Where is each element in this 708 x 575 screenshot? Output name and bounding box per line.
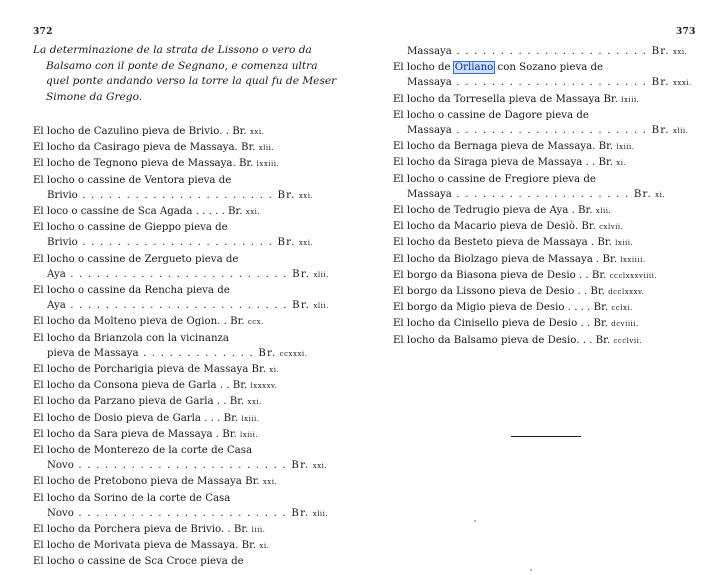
entry-cont-text: Aya [47, 268, 66, 280]
reference-number: ccxxxi. [279, 349, 308, 358]
entry-text: El locho da Consona pieva de Garla . . Br. [33, 380, 248, 392]
list-entry [393, 172, 693, 203]
list-entry [33, 283, 333, 314]
entry-text: El locho de [393, 62, 454, 74]
entry-line [393, 60, 693, 75]
entry-text: El locho de Porcharigia pieva de Massaya Br. [33, 364, 266, 376]
end-rule [511, 436, 581, 437]
reference-number: lxxxxv. [250, 382, 278, 391]
entry-line [33, 298, 333, 314]
reference-number: xxi. [247, 398, 262, 407]
list-entry [393, 252, 693, 268]
right-page-number: 373 [676, 27, 696, 37]
dot-leader: . . . . . . . . . . . . . . . . . . . . . . . . . Br. [65, 300, 311, 312]
reference-number: xi. [655, 190, 666, 199]
list-entry [393, 268, 693, 284]
list-entry [33, 378, 333, 394]
list-entry [393, 219, 693, 235]
entry-line [33, 474, 333, 490]
reference-number: xxi. [245, 208, 261, 217]
list-entry [33, 394, 333, 410]
list-entry [393, 333, 693, 349]
list-entry [33, 252, 333, 283]
reference-number: lxiii. [616, 143, 635, 152]
entry-line [393, 187, 693, 203]
entry-cont-text: Novo [47, 460, 74, 472]
entry-line [393, 108, 693, 123]
list-entry [393, 92, 693, 108]
list-entry [393, 284, 693, 300]
entry-text: El locho o cassine de Sca Croce pieva de [33, 556, 244, 568]
reference-number: xxi. [298, 239, 314, 248]
left-entry-list [33, 124, 333, 570]
entry-line [33, 204, 333, 220]
entry-text: El borgo da Migio pieva de Desio . . . . Br. [393, 302, 609, 314]
list-entry [393, 316, 693, 332]
dot-leader: . . . . . . . . . . . . . . . . . . . . . . Br. [451, 46, 670, 57]
entry-text: El locho o cassine de Ventora pieva de [33, 174, 232, 186]
reference-number: ccclvii. [613, 336, 643, 345]
entry-text: El locho de Dosio pieva de Garla . . . Br. [33, 412, 239, 424]
entry-line [393, 75, 693, 91]
entry-text: El locho da Cinisello pieva de Desio . . Br. [393, 318, 608, 330]
paper-speck [474, 520, 476, 522]
entry-text: El locho da Brianzola con la vicinanza [33, 332, 229, 344]
entry-text: El locho de Tegnono pieva de Massaya. Br. [33, 158, 254, 170]
entry-line [33, 443, 333, 458]
entry-line [33, 124, 333, 140]
entry-line [33, 140, 333, 156]
list-entry [33, 173, 333, 204]
entry-cont-text: pieva de Massaya [47, 347, 139, 359]
list-entry [393, 235, 693, 251]
list-entry [393, 108, 693, 139]
entry-text: El locho da Molteno pieva de Ogion. . Br. [33, 316, 245, 328]
entry-text: El locho da Sorino de la corte de Casa [33, 492, 231, 504]
entry-text: El locho o cassine da Rencha pieva de [33, 285, 230, 297]
entry-line [33, 554, 333, 569]
heading-line: La determinazione de la strata de Lissono o vero da [33, 44, 312, 56]
reference-number: xxi. [298, 191, 314, 200]
heading-line: Balsamo con il ponte de Segnano, e comenza ultra [46, 59, 318, 72]
reference-number: xi. [269, 366, 280, 375]
entry-text: El locho da Porchera pieva de Brivio. . Br. [33, 524, 249, 536]
list-entry [33, 140, 333, 156]
list-entry [393, 60, 693, 91]
entry-line [393, 252, 693, 268]
list-entry [33, 491, 333, 522]
heading-line: quel ponte andando verso la torre la qual fu de Meser [46, 75, 337, 87]
entry-line [33, 458, 333, 474]
reference-number: lxxiii. [256, 160, 280, 169]
reference-number: ccx. [247, 318, 264, 327]
entry-text: El locho da Macario pieva de Desiò. Br. [393, 221, 596, 233]
reference-number: lxxiiii. [620, 255, 646, 264]
reference-number: dcclxxxv. [608, 288, 645, 297]
entry-line [33, 411, 333, 427]
reference-number: xlii. [312, 509, 329, 518]
list-entry [33, 156, 333, 172]
list-entry [33, 204, 333, 220]
reference-number: xi. [259, 542, 270, 551]
entry-text: El borgo da Lissono pieva de Desio . . Br. [393, 286, 605, 298]
dot-leader: . . . . . . . . . . . . . . . . . . . . . . Br. [77, 237, 296, 249]
dot-leader: . . . . . . . . . . . . . Br. [138, 347, 277, 359]
dot-leader: . . . . . . . . . . . . . . . . . . . . . . . . Br. [73, 460, 310, 472]
entry-line [393, 333, 693, 349]
reference-number: liii. [251, 526, 266, 535]
list-entry [393, 139, 693, 155]
entry-text: El locho da Torresella pieva de Massaya Br. [393, 93, 619, 105]
entry-text: El locho o cassine de Dagore pieva de [393, 109, 589, 121]
entry-cont-text: Novo [47, 507, 74, 519]
reference-number: lxiii. [621, 95, 640, 104]
left-page-number: 372 [33, 27, 53, 37]
reference-number: cxlvii. [599, 223, 624, 232]
reference-number: xxxi. [672, 79, 692, 88]
entry-text: El loco o cassine de Sca Agada . . . . . Br. [33, 206, 243, 218]
dot-leader: . . . . . . . . . . . . . . . . . . . . Br. [451, 188, 652, 200]
dot-leader: . . . . . . . . . . . . . . . . . . . . . . . . Br. [73, 507, 310, 519]
reference-number: dcviiii. [611, 320, 639, 329]
list-entry [393, 44, 693, 60]
entry-line [33, 346, 333, 362]
list-entry [393, 203, 693, 219]
entry-line [393, 284, 693, 300]
entry-line [393, 92, 693, 108]
entry-line [33, 220, 333, 235]
entry-text: El locho da Sara pieva de Massaya . Br. [33, 428, 237, 440]
entry-line [33, 394, 333, 410]
entry-text: El locho de Tedrugio pieva de Aya . Br. [393, 205, 593, 217]
section-heading [33, 43, 338, 105]
entry-text: El locho de Pretobono pieva de Massaya Br. [33, 476, 260, 488]
reference-number: xi. [616, 159, 627, 168]
entry-line [33, 331, 333, 346]
entry-cont-text: Massaya [407, 125, 452, 137]
dot-leader: . . . . . . . . . . . . . . . . . . . . . . . . . Br. [65, 268, 311, 280]
reference-number: xlii. [313, 302, 329, 311]
entry-line [33, 491, 333, 506]
reference-number: xlii. [258, 144, 275, 153]
entry-line [33, 283, 333, 298]
list-entry [33, 331, 333, 362]
entry-text: El locho da Balsamo pieva de Desio. . . Br. [393, 334, 611, 346]
entry-line [33, 378, 333, 394]
entry-line [393, 316, 693, 332]
entry-line [33, 267, 333, 283]
entry-line [33, 314, 333, 330]
entry-text: El locho de Morivata pieva de Massaya. Br. [33, 540, 257, 552]
entry-line [393, 235, 693, 251]
reference-number: lxiii. [241, 414, 260, 423]
right-entry-list [393, 44, 693, 349]
list-entry [393, 300, 693, 316]
reference-number: xxi. [312, 462, 328, 471]
list-entry [33, 474, 333, 490]
heading-line: Simone da Grego. [46, 90, 143, 103]
reference-number: lxiii. [240, 430, 259, 439]
entry-cont-text: Brivio [47, 237, 78, 249]
reference-number: xlii. [313, 270, 329, 279]
reference-number: ccclxxxviiii. [609, 271, 658, 280]
list-entry [33, 220, 333, 251]
entry-text: El locho da Parzano pieva de Garla . . Br. [33, 396, 245, 408]
entry-text: El locho o cassine de Fregiore pieva de [393, 173, 596, 185]
entry-line [33, 252, 333, 267]
right-page [354, 0, 708, 575]
entry-text: El locho da Besteto pieva de Massaya . Br. [393, 237, 612, 249]
entry-line [33, 506, 333, 522]
entry-line [33, 522, 333, 538]
entry-cont-text: Aya [47, 300, 66, 312]
entry-text: El borgo da Biasona pieva de Desio . . Br. [393, 269, 607, 281]
list-entry [33, 427, 333, 443]
entry-line [33, 156, 333, 172]
list-entry [33, 554, 333, 569]
entry-text: El locho o cassine de Zergueto pieva de [33, 253, 239, 265]
reference-number: lxiii. [615, 239, 634, 248]
dot-leader: . . . . . . . . . . . . . . . . . . . . . . Br. [451, 125, 670, 137]
list-entry [33, 522, 333, 538]
entry-cont-text: Massaya [407, 188, 452, 200]
reference-number: xlii. [595, 207, 612, 216]
entry-line [33, 173, 333, 188]
reference-number: xxi. [262, 478, 278, 487]
entry-line [393, 123, 693, 139]
entry-line [33, 188, 333, 204]
entry-cont-text: Brivio [47, 189, 78, 201]
entry-text: El locho de Cazulino pieva de Brivio. . Br. [33, 126, 247, 137]
entry-text: El locho da Biolzago pieva de Massaya . Br. [393, 253, 617, 265]
entry-line [393, 172, 693, 187]
entry-line [393, 300, 693, 316]
entry-line [393, 219, 693, 235]
list-entry [33, 411, 333, 427]
list-entry [33, 314, 333, 330]
entry-line [393, 268, 693, 284]
reference-number: xxi. [672, 48, 688, 56]
entry-line [33, 362, 333, 378]
reference-number: cclxi. [611, 304, 633, 313]
paper-speck [530, 569, 532, 571]
dot-leader: . . . . . . . . . . . . . . . . . . . . . . Br. [77, 189, 296, 201]
list-entry [33, 443, 333, 474]
list-entry [33, 362, 333, 378]
entry-cont-text: Massaya [407, 46, 452, 57]
list-entry [33, 538, 333, 554]
entry-line [33, 538, 333, 554]
dot-leader: . . . . . . . . . . . . . . . . . . . . . . Br. [451, 77, 670, 89]
reference-number: xxi. [249, 128, 265, 136]
entry-cont-text: Massaya [407, 77, 452, 89]
entry-line [33, 427, 333, 443]
list-entry [393, 155, 693, 171]
entry-line [393, 155, 693, 171]
entry-line [393, 139, 693, 155]
reference-number: xlii. [672, 127, 689, 136]
entry-line [393, 44, 693, 60]
entry-line [393, 203, 693, 219]
entry-text: con Sozano pieva de [494, 62, 604, 74]
entry-line [33, 235, 333, 251]
entry-text: El locho de Monterezo de la corte de Casa [33, 445, 253, 457]
entry-text: El locho o cassine de Gieppo pieva de [33, 222, 228, 234]
entry-text: El locho da Bernaga pieva de Massaya. Br. [393, 141, 614, 153]
entry-text: El locho da Siraga pieva de Massaya . . Br. [393, 157, 614, 169]
list-entry [33, 124, 333, 140]
entry-text: El locho da Casirago pieva de Massaya. Br. [33, 142, 256, 154]
highlighted-word: Orliano [454, 62, 494, 74]
